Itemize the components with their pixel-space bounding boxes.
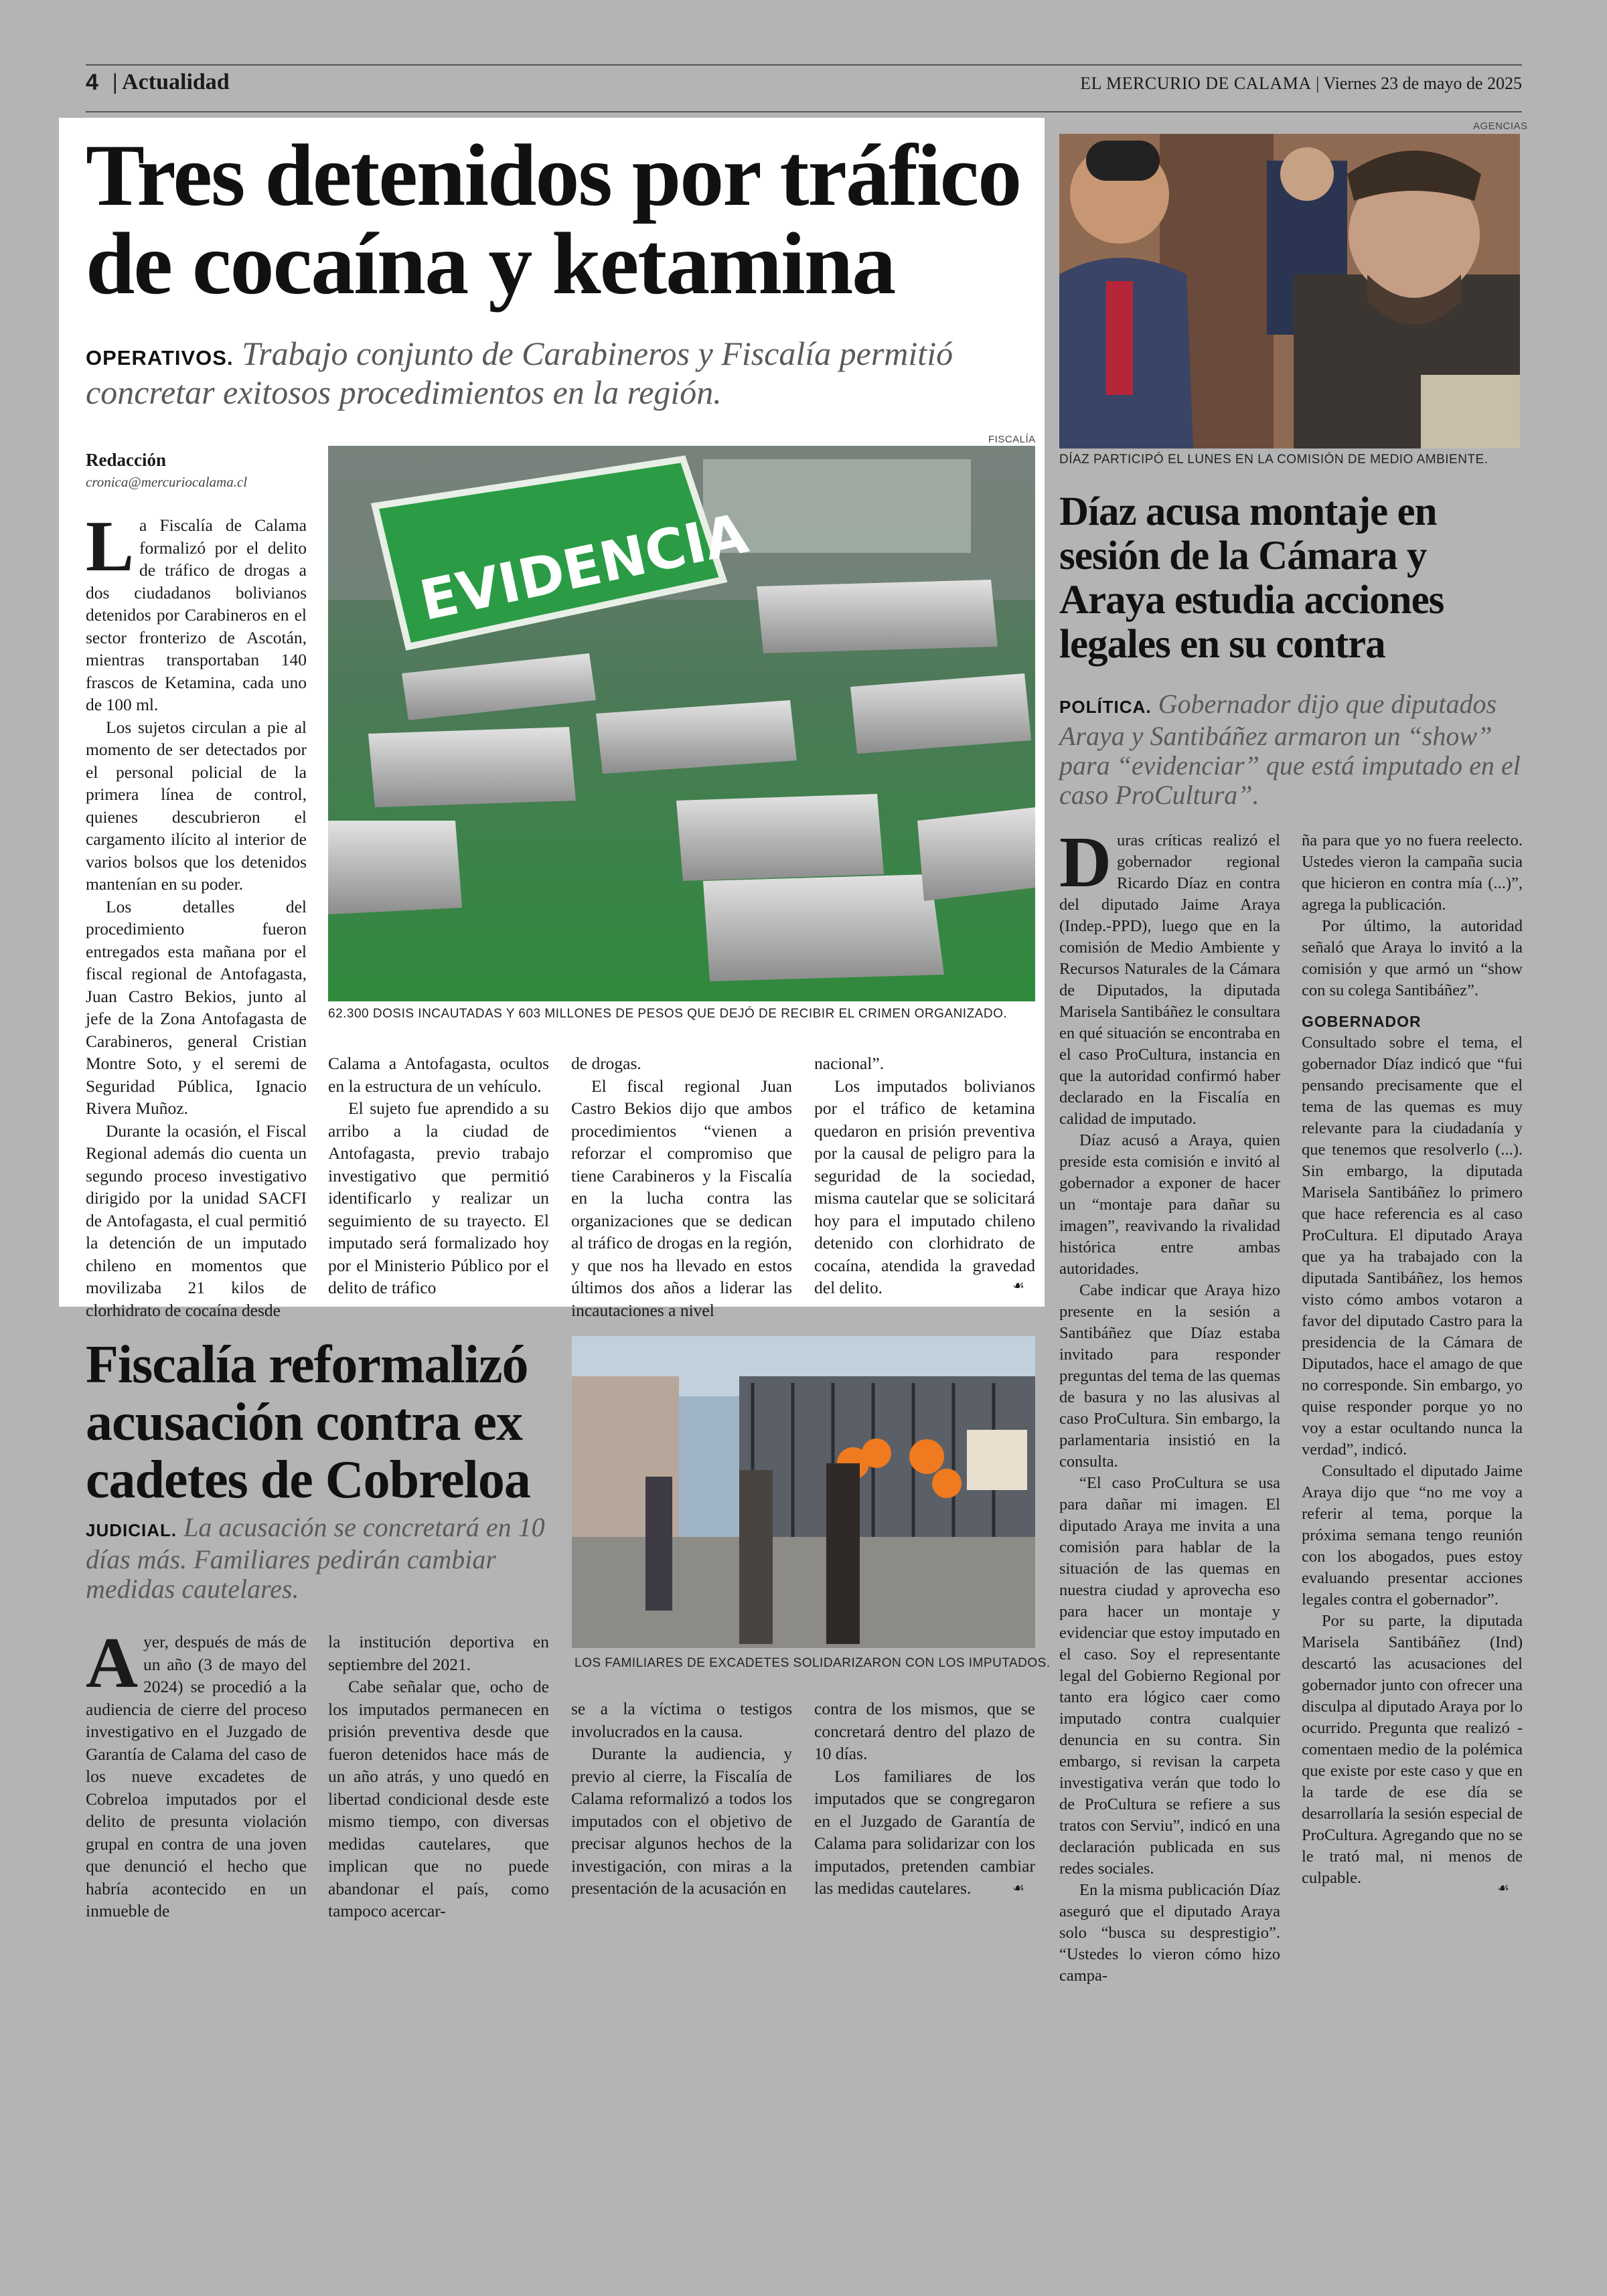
page-header [86,64,1522,112]
page-number: 4 [86,70,98,95]
article1-column-1: L a Fiscalía de Calama formalizó por el delito de tráfico de drogas a dos ciudadanos bolivianos detenidos por Carabineros en el sector fronterizo de Ascotán, mientras transportaban 140 frascos de Ketamina, cada uno de 100 ml. Los sujetos circulan a pie al momento de ser detectados por el personal policial de la primera línea de control, quienes descubrieron el cargamento ilícito al interior de varios bolsos que los detenidos mantenían en su poder. Los detalles del procedimiento fueron entregados esta mañana por el fiscal regional de Antofagasta, Juan Castro Bekios, junto al jefe de la Zona Antofagasta de Carabineros, general Cristian Montre Soto, y el seremi de Seguridad Pública, Ignacio Rivera Muñoz. Durante la ocasión, el Fiscal Regional además dio cuenta un segundo proceso investigativo dirigido por la unidad SACFI de Antofagasta, el cual permitió la detención de un imputado chileno en momentos que movilizaba 21 kilos de clorhidrato de cocaína desde [86,507,307,1320]
evidence-photo [328,446,1035,1001]
article2-end-mark: ☙ [1497,1880,1509,1896]
families-protest-photo [572,1336,1035,1648]
evidence-sign-text: EVIDENCIA [414,501,753,634]
article2-column-1: D uras críticas realizó el gobernador regional Ricardo Díaz en contra del diputado Jaime Araya (Indep.-PPD), luego que en la comisión de Medio Ambiente y Recursos Naturales de la Cámara de Diputados, la diputada Marisela Santibáñez le consultara en qué situación se encontraba en el caso ProCultura, instancia en que la autoridad confirmó haber declarado en la Fiscalía en calidad de imputado. Díaz acusó a Araya, quien preside esta comisión e invitó al gobernador a exponer de hacer un “montaje para dañar su imagen”, reavivando la rivalidad histórica entre ambas autoridades. Cabe indicar que Araya hizo presente en la sesión a Santibáñez que Díaz estaba invitado para responder preguntas del tema de las quemas de basura y no las alusivas al caso ProCultura. Sin embargo, la parlamentaria insistió en la consulta. “El caso ProCultura se usa para dañar mi imagen. El diputado Araya me invita a una comisión para hablar de la situación de las quemas en nuestra ciudad y aprovecha eso para hacer un montaje y evidenciar que estoy imputado en el caso. Soy el representante legal del Gobierno Regional por tanto era lógico caer como imputado contra cualquier denuncia en su contra. Sin embargo, si revisan la carpeta investigativa verán que todo lo de ProCultura se refiere a sus tratos con Serviu”, indicó en una declaración publicada en sus redes sociales. En la misma publicación Díaz aseguró que el diputado Araya solo “busca su desprestigio”. “Ustedes lo vieron cómo hizo campa- [1059,823,1280,1985]
article3-photo-caption: LOS FAMILIARES DE EXCADETES SOLIDARIZARON CON LOS IMPUTADOS. [575,1656,1051,1670]
publication-line: EL MERCURIO DE CALAMA | Viernes 23 de mayo de 2025 [1080,74,1522,93]
article2-drop-cap: D [1059,823,1112,902]
article3-headline: Fiscalía reformalizó acusación contra ex cadetes de Cobreloa [86,1335,530,1509]
article2-photo-credit: AGENCIAS [1473,120,1528,132]
article3-drop-cap: A [86,1623,138,1703]
article3-column-4: contra de los mismos, que se concretará dentro del plazo de 10 días. Los familiares de los imputados que se congregaron en el Juzgado de Garantía de Calama para solidarizar con los imputados, pretenden cambiar las medidas cautelares. [814,1699,1035,1898]
politicians-photo-illustration [1059,134,1520,448]
politicians-photo [1059,134,1520,448]
article3-column-3: se a la víctima o testigos involucrados en la causa. Durante la audiencia, y previo al cierre, la Fiscalía de Calama reformalizó a todos los imputados con el objetivo de precisar algunos hechos de la investigación, con miras a la presentación de la acusación en [571,1699,792,1898]
article1-kicker: OPERATIVOS. Trabajo conjunto de Carabineros y Fiscalía permitió concretar exitosos procedimientos en la región. [86,335,953,411]
article1-column-3: de drogas. El fiscal regional Juan Castro Bekios dijo que ambos procedimientos “vienen a reforzar el compromiso que tiene Carabineros y la Fiscalía en la lucha contra las organizaciones que se dedican al tráfico de drogas en la región, y que nos ha llevado en estos últimos dos años a liderar las incautaciones a nivel [571,1054,792,1320]
article1-drop-cap: L [86,507,135,586]
evidence-photo-illustration [328,446,1035,1001]
article3-end-mark: ☙ [1012,1880,1024,1896]
article1-photo-credit: FISCALÍA [988,434,1036,445]
article1-headline: Tres detenidos por tráfico de cocaína y ketamina [86,126,1021,313]
article3-kicker: JUDICIAL. La acusación se concretará en 10 días más. Familiares pedirán cambiar medidas cautelares. [86,1512,545,1604]
families-protest-illustration [572,1336,1035,1648]
article1-author: Redacción [86,450,166,470]
article2-subhead: GOBERNADOR [1302,1013,1422,1030]
article2-photo-caption: DÍAZ PARTICIPÓ EL LUNES EN LA COMISIÓN DE MEDIO AMBIENTE. [1059,453,1488,467]
article1-column-2: Calama a Antofagasta, ocultos en la estructura de un vehículo. El sujeto fue aprendido a su arribo a la ciudad de Antofagasta, previo trabajo investigativo que permitió identificarlo y realizar un seguimiento de su trayecto. El imputado será formalizado hoy por el Ministerio Público por el delito de tráfico [328,1054,549,1297]
article2-headline: Díaz acusa montaje en sesión de la Cámara y Araya estudia acciones legales en su contra [1059,489,1444,667]
article3-column-1: A yer, después de más de un año (3 de mayo del 2024) se procedió a la audiencia de cierre del proceso investigativo en el Juzgado de Garantía de Calama del caso de los nueve excadetes de Cobreloa imputados por el delito de presunta violación grupal en contra de una joven que denunció el hecho que habría acontecido en un inmueble de [86,1623,307,1920]
article1-column-4: nacional”. Los imputados bolivianos por el tráfico de ketamina quedaron en prisión preventiva por la causal de peligro para la seguridad de la sociedad, misma cautelar que se solicitará hoy para el imputado chileno detenido con clorhidrato de cocaína, atendida la gravedad del delito. [814,1054,1035,1297]
article1-email[interactable]: cronica@mercuriocalama.cl [86,474,248,490]
article2-column-2: ña para que yo no fuera reelecto. Ustedes vieron la campaña sucia que hicieron en contra mía (...)”, agrega la publicación. Por último, la autoridad señaló que Araya lo invitó a la comisión y que armó un “show con su colega Santibáñez”. GOBERNADOR Consultado sobre el tema, el gobernador Díaz indicó que “fui pensando precisamente que el tema de las quemas es muy relevante para la ciudadanía y que tenemos que resolverlo (...). Sin embargo, la diputada Marisela Santibáñez lo primero que hace referencia es al caso ProCultura. El diputado Araya que ya ha trabajado con la diputada Santibáñez, los hemos visto cómo ambos votaron a favor del diputado Castro para la presidencia de la Cámara de Diputados, hace el amago de que no corresponde. Sin embargo, yo quise responder porque yo no voy a estar ocultando nunca la verdad”, indicó. Consultado el diputado Jaime Araya dijo que “no me voy a referir al tema, porque la próxima semana tengo reunión con los abogados, pues estoy evaluando presentar acciones legales contra el gobernador”. Por su parte, la diputada Marisela Santibáñez (Ind) descartó las acusaciones del gobernador junto con ofrecer una disculpa al diputado Araya por lo ocurrido. Pregunta que realizó -comentaen medio de la polémica que existe por este caso y que en la tarde de ese día se desarrollaría la sesión especial de ProCultura. Agregando que no se le trató mal, ni menos de culpable. [1302,831,1523,1887]
article3-column-2: la institución deportiva en septiembre del 2021. Cabe señalar que, ocho de los imputados permanecen en prisión preventiva desde que fueron detenidos hace más de un año atrás, y uno quedó en libertad condicional desde este mismo tiempo, con diversas medidas cautelares, que implican que no puede abandonar el país, como tampoco acercar- [328,1632,549,1920]
section-name: | Actualidad [112,70,230,94]
article1-end-mark: ☙ [1012,1277,1024,1293]
article2-kicker: POLÍTICA. Gobernador dijo que diputados Araya y Santibáñez armaron un “show” para “evidenciar” que está imputado en el caso ProCultura”. [1059,689,1521,810]
article1-photo-caption: 62.300 DOSIS INCAUTADAS Y 603 MILLONES DE PESOS QUE DEJÓ DE RECIBIR EL CRIMEN ORGANIZADO. [328,1007,1008,1021]
